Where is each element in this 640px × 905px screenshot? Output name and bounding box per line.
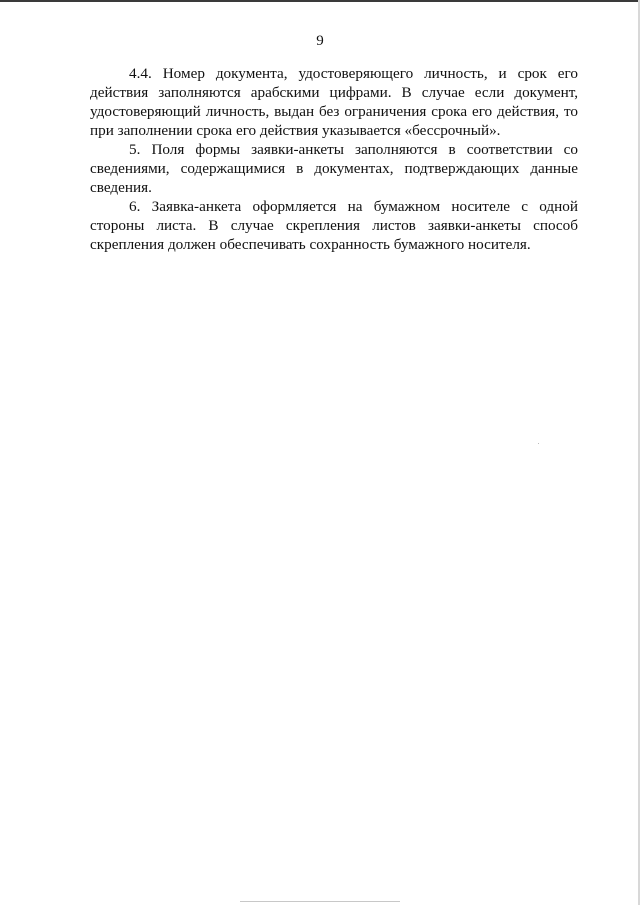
paragraph-4-4: 4.4. Номер документа, удостоверяющего личность, и срок его действия заполняются арабскими цифрами. В случае если документ, удостоверяющий личность, выдан без ограничения срока его действия, то при заполнении срока его действия указывается «бессрочный». — [90, 65, 578, 139]
scan-speck — [538, 443, 539, 444]
page-number: 9 — [316, 33, 324, 49]
document-body — [90, 64, 578, 254]
scan-top-border — [0, 0, 640, 2]
paragraph-5: 5. Поля формы заявки-анкеты заполняются в соответствии со сведениями, содержащимися в документах, подтверждающих данные сведения. — [90, 141, 578, 196]
scan-bottom-mark — [240, 901, 400, 902]
paragraph-6: 6. Заявка-анкета оформляется на бумажном носителе с одной стороны листа. В случае скрепления листов заявки-анкеты способ скрепления должен обеспечивать сохранность бумажного носителя. — [90, 198, 578, 253]
